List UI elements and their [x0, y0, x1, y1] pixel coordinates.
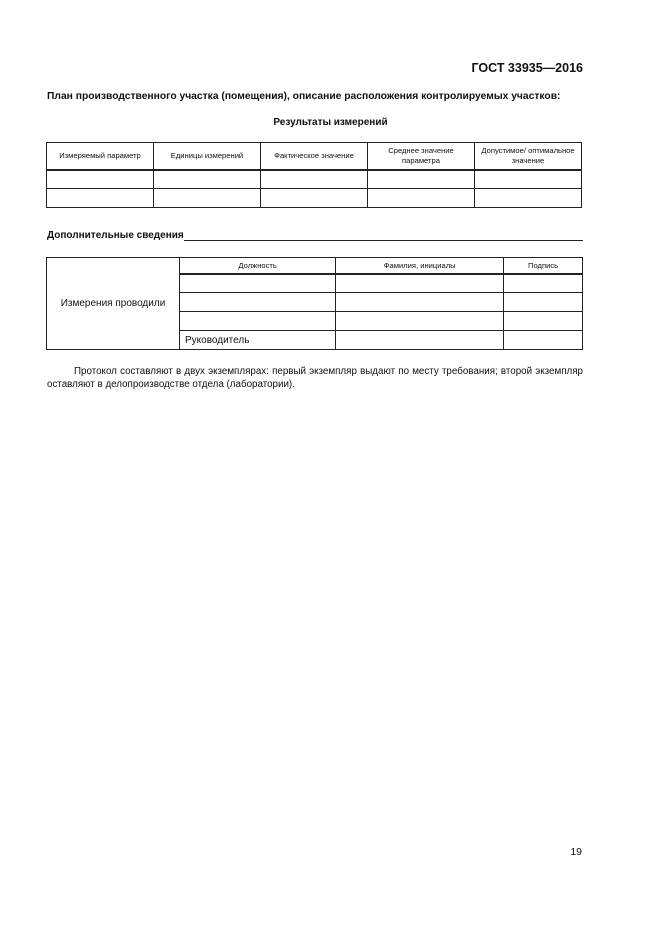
document-code: ГОСТ 33935—2016 — [471, 61, 583, 75]
extra-info-label: Дополнительные сведения — [47, 230, 184, 241]
results-header-row — [47, 143, 582, 170]
table-cell[interactable] — [336, 293, 504, 312]
results-table — [46, 142, 582, 208]
results-col-allowed: Допустимое/ оптимальное значение — [475, 143, 582, 170]
results-col-average: Среднее значение параметра — [368, 143, 475, 170]
table-cell[interactable] — [504, 312, 583, 331]
protocol-note: Протокол составляют в двух экземплярах: первый экземпляр выдают по месту требования; второй экземпляр оставляют в делопроизводстве отдела (лаборатории). — [47, 366, 583, 390]
table-cell[interactable] — [336, 274, 504, 293]
measurers-table — [46, 257, 583, 350]
results-col-actual: Фактическое значение — [261, 143, 368, 170]
table-cell[interactable] — [154, 189, 261, 208]
table-cell[interactable] — [504, 274, 583, 293]
table-cell[interactable] — [504, 293, 583, 312]
table-cell[interactable] — [180, 274, 336, 293]
extra-info-fill-line[interactable] — [184, 240, 583, 241]
table-cell[interactable] — [261, 170, 368, 189]
table-cell[interactable] — [336, 331, 504, 350]
table-row — [47, 189, 582, 208]
table-cell[interactable] — [368, 189, 475, 208]
results-col-parameter: Измеряемый параметр — [47, 143, 154, 170]
table-cell[interactable] — [336, 312, 504, 331]
table-cell[interactable] — [47, 170, 154, 189]
table-cell[interactable] — [475, 189, 582, 208]
measurers-row-header: Измерения проводили — [47, 258, 180, 350]
results-title: Результаты измерений — [273, 117, 388, 128]
results-col-units: Единицы измерений — [154, 143, 261, 170]
table-cell[interactable] — [261, 189, 368, 208]
plan-heading: План производственного участка (помещения), описание расположения контролируемых участков: — [47, 91, 561, 102]
table-cell[interactable] — [368, 170, 475, 189]
table-cell[interactable] — [180, 293, 336, 312]
measurers-col-name: Фамилия, инициалы — [336, 258, 504, 274]
table-cell[interactable] — [475, 170, 582, 189]
measurers-header-row — [47, 258, 583, 274]
table-cell[interactable] — [47, 189, 154, 208]
table-row — [47, 170, 582, 189]
page-number: 19 — [570, 846, 582, 858]
table-cell[interactable] — [180, 312, 336, 331]
measurers-col-signature: Подпись — [504, 258, 583, 274]
table-cell[interactable] — [154, 170, 261, 189]
measurers-col-position: Должность — [180, 258, 336, 274]
supervisor-label: Руководитель — [180, 331, 336, 350]
table-cell[interactable] — [504, 331, 583, 350]
